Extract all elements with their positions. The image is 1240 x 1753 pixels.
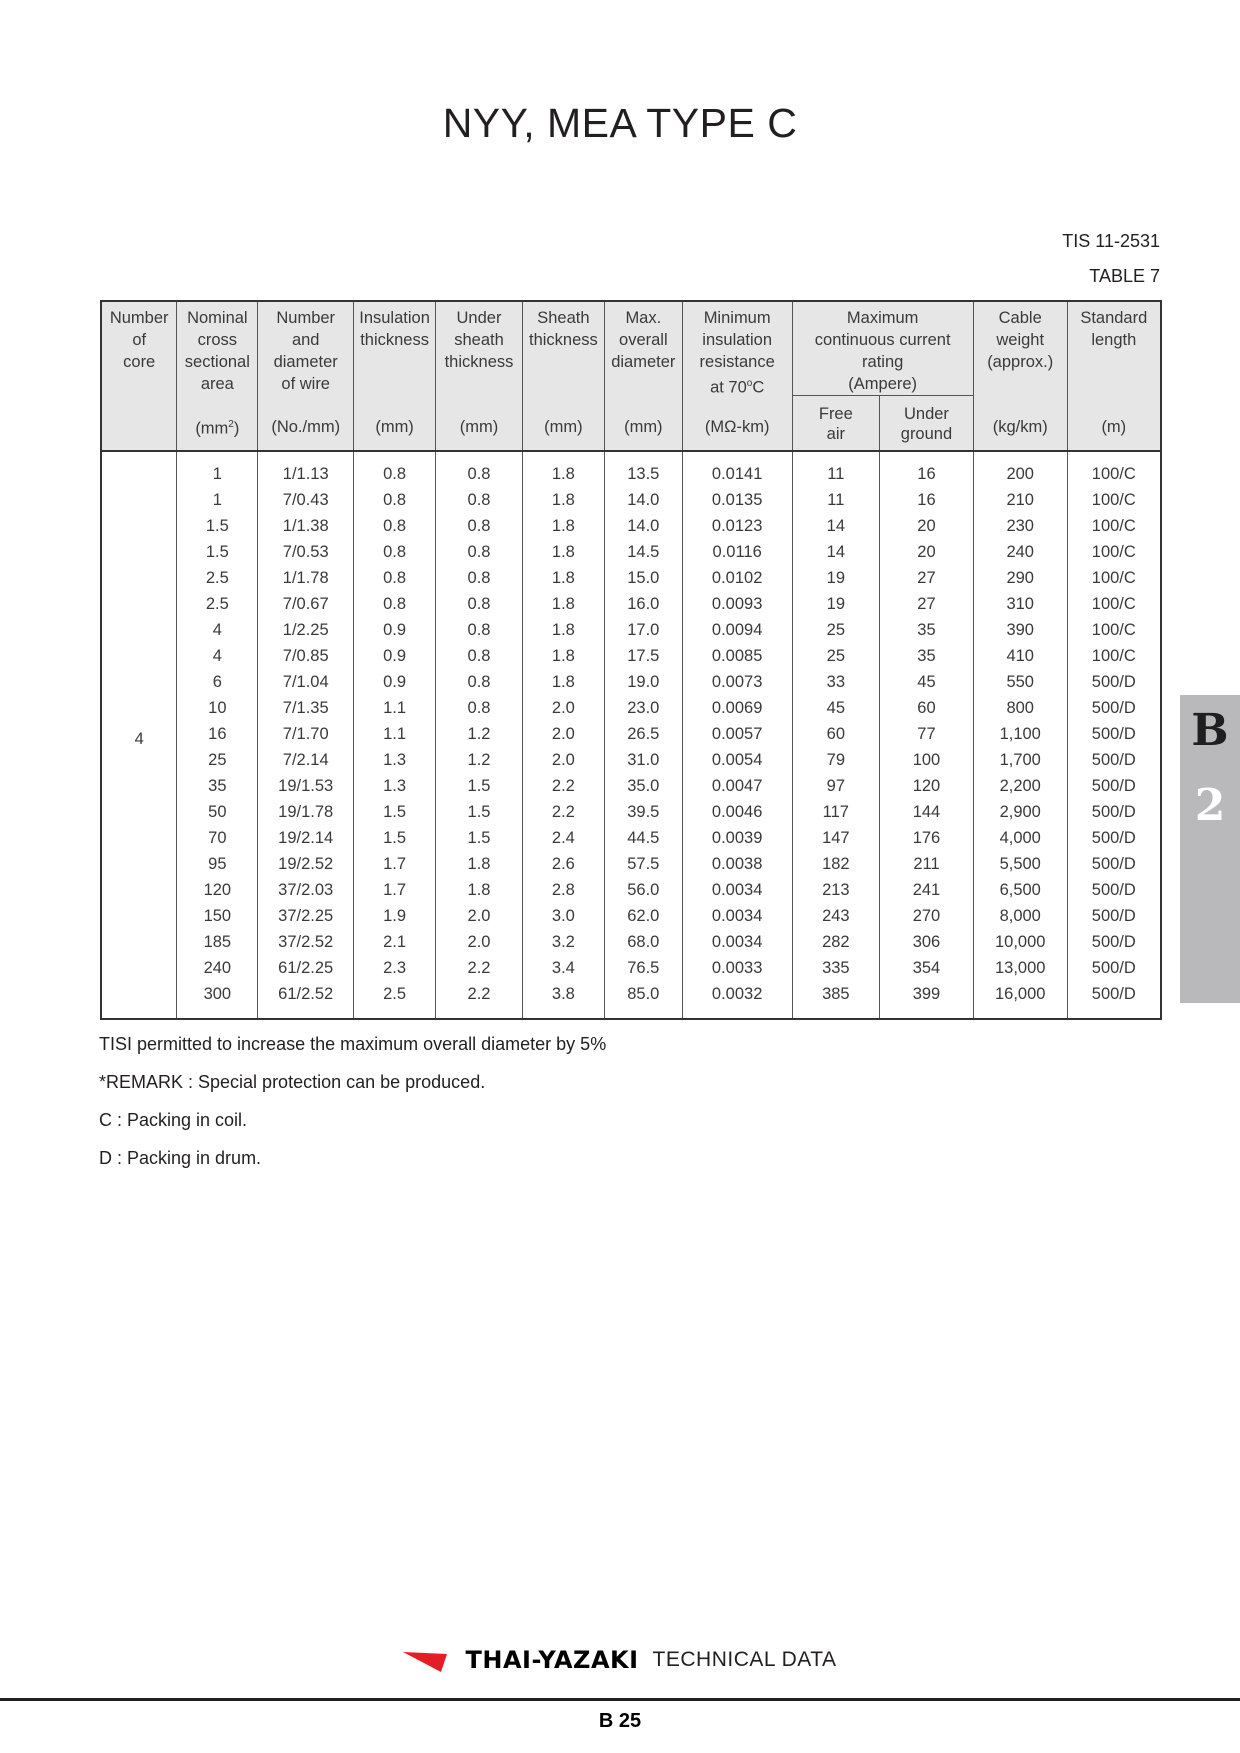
table-cell: 37/2.52 (258, 930, 354, 956)
table-cell: 240 (973, 540, 1067, 566)
table-cell: 27 (880, 566, 974, 592)
table-cell: 0.0033 (682, 956, 792, 982)
table-row (101, 722, 1161, 748)
table-cell: 7/0.53 (258, 540, 354, 566)
table-cell: 11 (792, 451, 880, 488)
table-cell: 100/C (1067, 644, 1161, 670)
table-cell: 20 (880, 540, 974, 566)
table-cell: 0.0073 (682, 670, 792, 696)
table-cell: 5,500 (973, 852, 1067, 878)
table-cell: 0.8 (436, 488, 523, 514)
table-cell: 6 (177, 670, 258, 696)
table-cell: 500/D (1067, 904, 1161, 930)
section-number: 2 (1194, 780, 1226, 831)
table-cell: 3.2 (522, 930, 604, 956)
table-cell: 14.0 (604, 514, 682, 540)
table-cell: 31.0 (604, 748, 682, 774)
table-row (101, 566, 1161, 592)
table-cell: 1.5 (436, 774, 523, 800)
table-cell: 2.3 (354, 956, 436, 982)
table-cell: 19/2.14 (258, 826, 354, 852)
table-cell: 1,100 (973, 722, 1067, 748)
table-cell: 7/0.67 (258, 592, 354, 618)
table-cell: 1/1.38 (258, 514, 354, 540)
header-nominal-area: Nominal cross sectional area (177, 301, 258, 399)
table-cell: 16 (880, 451, 974, 488)
table-cell: 1 (177, 488, 258, 514)
table-cell: 0.9 (354, 644, 436, 670)
table-cell: 500/D (1067, 930, 1161, 956)
table-row (101, 982, 1161, 1019)
table-cell: 2.0 (522, 748, 604, 774)
table-cell: 56.0 (604, 878, 682, 904)
table-cell: 16 (177, 722, 258, 748)
table-cell: 0.0038 (682, 852, 792, 878)
table-cell: 4 (177, 618, 258, 644)
table-row (101, 670, 1161, 696)
table-cell: 1,700 (973, 748, 1067, 774)
table-cell: 45 (880, 670, 974, 696)
table-cell: 1.5 (436, 826, 523, 852)
table-row (101, 748, 1161, 774)
notes (99, 1034, 606, 1186)
table-cell: 1.8 (522, 644, 604, 670)
table-cell: 310 (973, 592, 1067, 618)
table-row (101, 514, 1161, 540)
header-weight: Cable weight (approx.) (973, 301, 1067, 399)
unit-weight: (kg/km) (973, 399, 1067, 451)
table-cell: 25 (792, 618, 880, 644)
table-cell: 182 (792, 852, 880, 878)
table-cell: 2.2 (522, 774, 604, 800)
table-row (101, 696, 1161, 722)
note-drum: D : Packing in drum. (99, 1148, 262, 1168)
table-cell: 0.8 (436, 670, 523, 696)
table-cell: 0.0135 (682, 488, 792, 514)
footer (0, 1645, 1240, 1675)
footer-rule (0, 1698, 1240, 1701)
table-cell: 0.0054 (682, 748, 792, 774)
table-cell: 2.1 (354, 930, 436, 956)
table-cell: 100/C (1067, 566, 1161, 592)
table-cell: 2.5 (177, 592, 258, 618)
table-cell: 4 (177, 644, 258, 670)
table-cell: 0.8 (436, 566, 523, 592)
table-cell: 270 (880, 904, 974, 930)
table-cell: 2.5 (354, 982, 436, 1019)
table-cell: 100/C (1067, 451, 1161, 488)
table-cell: 23.0 (604, 696, 682, 722)
table-cell: 0.0141 (682, 451, 792, 488)
table-cell: 500/D (1067, 774, 1161, 800)
note-coil: C : Packing in coil. (99, 1110, 248, 1130)
table-cell: 16 (880, 488, 974, 514)
table-cell: 176 (880, 826, 974, 852)
table-cell: 2,200 (973, 774, 1067, 800)
table-cell: 1.8 (522, 566, 604, 592)
table-cell: 0.0032 (682, 982, 792, 1019)
table-cell: 1.2 (436, 722, 523, 748)
table-cell: 35.0 (604, 774, 682, 800)
table-cell: 19/1.53 (258, 774, 354, 800)
table-cell: 0.8 (354, 488, 436, 514)
table-cell: 500/D (1067, 748, 1161, 774)
unit-sheath: (mm) (522, 399, 604, 451)
table-cell: 50 (177, 800, 258, 826)
table-cell: 97 (792, 774, 880, 800)
table-cell: 1.7 (354, 878, 436, 904)
table-row (101, 618, 1161, 644)
table-cell: 500/D (1067, 670, 1161, 696)
table-cell: 335 (792, 956, 880, 982)
table-cell: 500/D (1067, 800, 1161, 826)
table-cell: 0.0085 (682, 644, 792, 670)
table-cell: 15.0 (604, 566, 682, 592)
table-cell: 60 (880, 696, 974, 722)
table-cell: 37/2.25 (258, 904, 354, 930)
table-cell: 19 (792, 592, 880, 618)
table-cell: 0.8 (436, 644, 523, 670)
header-free-air: Free air (792, 396, 880, 451)
note-remark: *REMARK : Special protection can be produced. (99, 1072, 486, 1092)
footer-tagline: TECHNICAL DATA (652, 1648, 837, 1671)
table-cell: 410 (973, 644, 1067, 670)
table-cell: 0.8 (436, 696, 523, 722)
unit-length: (m) (1067, 399, 1161, 451)
page-title: NYY, MEA TYPE C (442, 100, 798, 146)
table-cell: 500/D (1067, 722, 1161, 748)
table-cell: 0.0093 (682, 592, 792, 618)
table-cell: 0.8 (436, 618, 523, 644)
table-cell: 1/1.13 (258, 451, 354, 488)
table-cell: 230 (973, 514, 1067, 540)
table-cell: 1.1 (354, 722, 436, 748)
table-cell: 76.5 (604, 956, 682, 982)
table-cell: 79 (792, 748, 880, 774)
table-cell: 399 (880, 982, 974, 1019)
unit-insulation: (mm) (354, 399, 436, 451)
table-cell: 77 (880, 722, 974, 748)
table-cell: 290 (973, 566, 1067, 592)
standard-reference: TIS 11-2531 (1062, 231, 1160, 251)
table-cell: 100/C (1067, 592, 1161, 618)
table-cell: 16.0 (604, 592, 682, 618)
table-cell: 2.0 (436, 930, 523, 956)
table-cell: 33 (792, 670, 880, 696)
table-cell: 11 (792, 488, 880, 514)
table-cell: 0.8 (354, 514, 436, 540)
header-current-rating: Maximum continuous current rating (Ampere) (792, 301, 973, 396)
table-cell: 241 (880, 878, 974, 904)
table-cell: 2.2 (522, 800, 604, 826)
header-number-of-core: Number of core (101, 301, 177, 399)
table-cell: 0.9 (354, 618, 436, 644)
table-cell: 1.8 (436, 852, 523, 878)
table-cell: 1.5 (436, 800, 523, 826)
table-cell: 62.0 (604, 904, 682, 930)
table-cell: 385 (792, 982, 880, 1019)
header-insulation: Insulation thickness (354, 301, 436, 399)
header-length: Standard length (1067, 301, 1161, 399)
table-cell: 10,000 (973, 930, 1067, 956)
table-cell: 60 (792, 722, 880, 748)
table-row (101, 488, 1161, 514)
table-cell: 1.8 (522, 451, 604, 488)
table-cell: 14.5 (604, 540, 682, 566)
unit-core (101, 399, 177, 451)
table-cell: 44.5 (604, 826, 682, 852)
table-cell: 147 (792, 826, 880, 852)
brand-name: THAI-YAZAKI (465, 1646, 639, 1674)
table-cell: 0.0034 (682, 904, 792, 930)
table-cell: 100/C (1067, 618, 1161, 644)
table-cell: 0.0034 (682, 878, 792, 904)
table-cell: 1/1.78 (258, 566, 354, 592)
table-cell: 4,000 (973, 826, 1067, 852)
table-cell: 185 (177, 930, 258, 956)
table-cell: 25 (792, 644, 880, 670)
table-cell: 19/1.78 (258, 800, 354, 826)
table-cell: 2.0 (436, 904, 523, 930)
table-cell: 150 (177, 904, 258, 930)
table-label: TABLE 7 (1089, 266, 1160, 286)
table-cell: 2.0 (522, 722, 604, 748)
table-cell: 1.5 (354, 826, 436, 852)
table-cell: 0.0094 (682, 618, 792, 644)
table-row (101, 451, 1161, 488)
table-cell: 26.5 (604, 722, 682, 748)
table-row (101, 826, 1161, 852)
table-cell: 2,900 (973, 800, 1067, 826)
table-row (101, 930, 1161, 956)
table-cell: 500/D (1067, 826, 1161, 852)
table-cell: 3.4 (522, 956, 604, 982)
table-cell: 0.9 (354, 670, 436, 696)
table-cell: 57.5 (604, 852, 682, 878)
table-cell: 200 (973, 451, 1067, 488)
table-row (101, 904, 1161, 930)
table-cell: 17.0 (604, 618, 682, 644)
cable-spec-table (100, 300, 1162, 1020)
header-min-resistance: Minimum insulation resistance at 70$^o$C (682, 301, 792, 399)
table-cell: 1.8 (436, 878, 523, 904)
table-cell: 0.0034 (682, 930, 792, 956)
header-under-sheath: Under sheath thickness (436, 301, 523, 399)
table-cell: 61/2.25 (258, 956, 354, 982)
table-cell: 35 (177, 774, 258, 800)
unit-area: $(mm^2)$ (177, 399, 258, 451)
table-cell: 13.5 (604, 451, 682, 488)
table-cell: 282 (792, 930, 880, 956)
header-under-ground: Under ground (880, 396, 974, 451)
table-cell: 14 (792, 514, 880, 540)
table-cell: 25 (177, 748, 258, 774)
table-cell: 3.0 (522, 904, 604, 930)
table-cell: 1 (177, 451, 258, 488)
table-cell: 1.3 (354, 774, 436, 800)
table-cell: 2.4 (522, 826, 604, 852)
table-cell: 1.3 (354, 748, 436, 774)
table-cell: 7/1.70 (258, 722, 354, 748)
table-cell: 100/C (1067, 540, 1161, 566)
table-row (101, 800, 1161, 826)
table-row (101, 878, 1161, 904)
table-cell: 211 (880, 852, 974, 878)
table-cell: 2.8 (522, 878, 604, 904)
table-cell: 100/C (1067, 488, 1161, 514)
table-cell: 3.8 (522, 982, 604, 1019)
table-cell: 20 (880, 514, 974, 540)
table-cell: 0.8 (436, 540, 523, 566)
table-cell: 800 (973, 696, 1067, 722)
table-cell: 1.1 (354, 696, 436, 722)
table-cell: 1.5 (177, 540, 258, 566)
unit-wire: (No./mm) (258, 399, 354, 451)
table-cell: 0.0057 (682, 722, 792, 748)
table-cell: 0.0123 (682, 514, 792, 540)
table-cell: 1.2 (436, 748, 523, 774)
table-body (101, 451, 1161, 1019)
table-cell: 7/0.85 (258, 644, 354, 670)
thai-yazaki-logo-icon (403, 1648, 447, 1672)
table-cell: 0.8 (354, 592, 436, 618)
table-cell: 1.8 (522, 592, 604, 618)
table-cell: 45 (792, 696, 880, 722)
table-row (101, 592, 1161, 618)
table-row (101, 540, 1161, 566)
table-cell: 6,500 (973, 878, 1067, 904)
table-cell: 213 (792, 878, 880, 904)
note-diameter: TISI permitted to increase the maximum overall diameter by 5% (99, 1034, 607, 1054)
table-cell: 500/D (1067, 878, 1161, 904)
table-cell: 95 (177, 852, 258, 878)
table-cell: 2.2 (436, 956, 523, 982)
table-cell: 13,000 (973, 956, 1067, 982)
table-cell: 0.0046 (682, 800, 792, 826)
table-row (101, 774, 1161, 800)
table-cell: 0.0039 (682, 826, 792, 852)
table-cell: 19.0 (604, 670, 682, 696)
table-cell: 120 (880, 774, 974, 800)
table-cell: 500/D (1067, 696, 1161, 722)
table-cell: 70 (177, 826, 258, 852)
table-cell: 61/2.52 (258, 982, 354, 1019)
table-cell: 1.9 (354, 904, 436, 930)
table-cell: 1/2.25 (258, 618, 354, 644)
table-cell: 1.8 (522, 670, 604, 696)
table-cell: 1.8 (522, 514, 604, 540)
table-cell: 2.5 (177, 566, 258, 592)
table-cell: 243 (792, 904, 880, 930)
table-cell: 0.8 (354, 540, 436, 566)
table-cell: 210 (973, 488, 1067, 514)
table-cell: 8,000 (973, 904, 1067, 930)
table-cell: 500/D (1067, 956, 1161, 982)
unit-resistance: (MΩ-km) (682, 399, 792, 451)
page-number: B 25 (598, 1710, 642, 1732)
table-cell: 144 (880, 800, 974, 826)
table-header (101, 301, 1161, 451)
table-cell: 0.8 (354, 566, 436, 592)
table-cell: 1.5 (354, 800, 436, 826)
table-cell: 39.5 (604, 800, 682, 826)
table-cell: 1.8 (522, 540, 604, 566)
section-tab (1180, 695, 1240, 1003)
table-cell: 19 (792, 566, 880, 592)
table-cell: 7/1.04 (258, 670, 354, 696)
table-cell: 0.0116 (682, 540, 792, 566)
table-cell: 240 (177, 956, 258, 982)
table-cell: 500/D (1067, 982, 1161, 1019)
table-cell: 306 (880, 930, 974, 956)
table-cell: 7/0.43 (258, 488, 354, 514)
table-row (101, 852, 1161, 878)
table-cell: 300 (177, 982, 258, 1019)
table-cell: 500/D (1067, 852, 1161, 878)
table-cell: 10 (177, 696, 258, 722)
table-cell: 0.0069 (682, 696, 792, 722)
table-cell: 1.7 (354, 852, 436, 878)
table-cell: 17.5 (604, 644, 682, 670)
unit-diameter: (mm) (604, 399, 682, 451)
table-cell: 2.2 (436, 982, 523, 1019)
table-cell: 2.6 (522, 852, 604, 878)
table-cell: 85.0 (604, 982, 682, 1019)
table-cell: 354 (880, 956, 974, 982)
table-cell: 7/2.14 (258, 748, 354, 774)
table-cell: 2.0 (522, 696, 604, 722)
table-cell: 100/C (1067, 514, 1161, 540)
table-cell: 14 (792, 540, 880, 566)
table-cell: 16,000 (973, 982, 1067, 1019)
table-cell: 1.8 (522, 488, 604, 514)
core-count-cell: 4 (101, 451, 177, 1019)
table-row (101, 644, 1161, 670)
table-cell: 68.0 (604, 930, 682, 956)
table-cell: 0.0047 (682, 774, 792, 800)
table-cell: 120 (177, 878, 258, 904)
table-cell: 27 (880, 592, 974, 618)
table-cell: 0.0102 (682, 566, 792, 592)
table-cell: 1.5 (177, 514, 258, 540)
table-cell: 14.0 (604, 488, 682, 514)
table-cell: 100 (880, 748, 974, 774)
table-cell: 7/1.35 (258, 696, 354, 722)
table-cell: 550 (973, 670, 1067, 696)
section-letter: B (1191, 705, 1229, 756)
table-cell: 37/2.03 (258, 878, 354, 904)
table-cell: 19/2.52 (258, 852, 354, 878)
table-row (101, 956, 1161, 982)
table-cell: 0.8 (436, 451, 523, 488)
table-cell: 0.8 (354, 451, 436, 488)
table-cell: 0.8 (436, 592, 523, 618)
table-cell: 35 (880, 618, 974, 644)
header-wire: Number and diameter of wire (258, 301, 354, 399)
table-cell: 1.8 (522, 618, 604, 644)
table-cell: 117 (792, 800, 880, 826)
table-cell: 0.8 (436, 514, 523, 540)
header-sheath: Sheath thickness (522, 301, 604, 399)
table-cell: 35 (880, 644, 974, 670)
unit-under-sheath: (mm) (436, 399, 523, 451)
header-max-diameter: Max. overall diameter (604, 301, 682, 399)
table-cell: 390 (973, 618, 1067, 644)
